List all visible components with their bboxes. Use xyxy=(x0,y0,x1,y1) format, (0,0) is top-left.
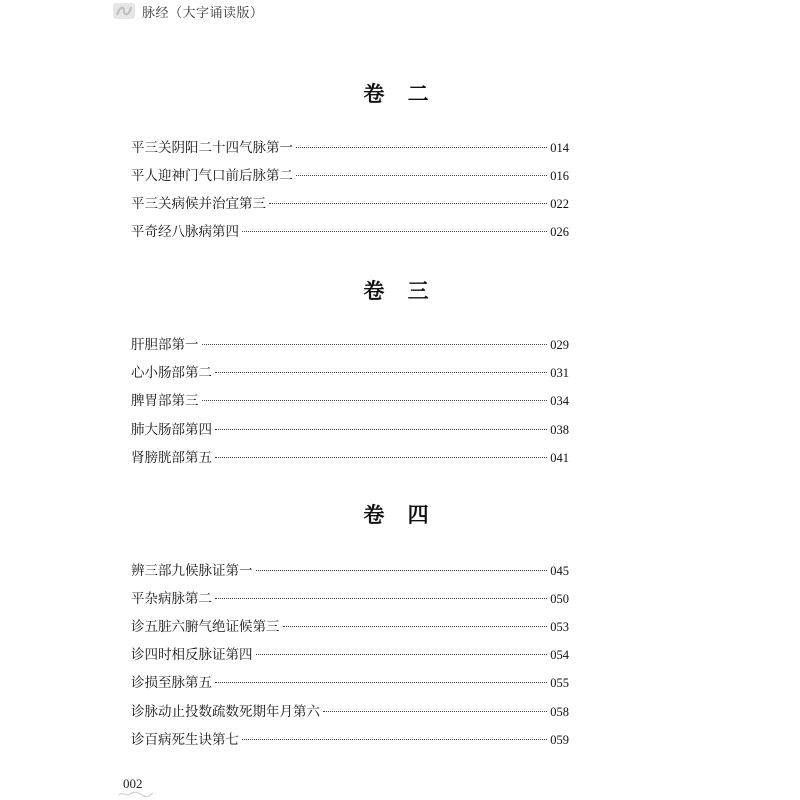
dot-leader xyxy=(269,202,547,204)
toc-entry[interactable] xyxy=(131,671,569,691)
toc-entry[interactable] xyxy=(131,418,569,438)
toc-entry[interactable] xyxy=(131,615,569,635)
toc-entry-title: 肾膀胱部第五 xyxy=(131,450,212,466)
dot-leader xyxy=(296,146,547,148)
toc-entry[interactable] xyxy=(131,446,569,466)
toc-entry[interactable] xyxy=(131,700,569,720)
volume-title: 卷 二 xyxy=(363,81,437,106)
toc-page-number: 034 xyxy=(550,394,569,408)
toc-entry-title: 脾胃部第三 xyxy=(131,393,199,409)
dot-leader xyxy=(215,456,547,458)
toc-page-number: 055 xyxy=(550,676,569,690)
dot-leader xyxy=(256,653,548,655)
toc-entry[interactable] xyxy=(131,361,569,381)
toc-entry-title: 平人迎神门气口前后脉第二 xyxy=(131,168,293,184)
volume-title: 卷 三 xyxy=(363,278,437,303)
toc-entry-title: 诊百病死生诀第七 xyxy=(131,732,239,748)
toc-entry-title: 辨三部九候脉证第一 xyxy=(131,563,253,579)
dot-leader xyxy=(215,597,547,599)
book-logo-icon xyxy=(112,2,136,20)
toc-entry[interactable] xyxy=(131,559,569,579)
toc-entry[interactable] xyxy=(131,164,569,184)
toc-page-number: 045 xyxy=(550,564,569,578)
toc-entry-title: 诊五脏六腑气绝证候第三 xyxy=(131,619,280,635)
toc-page-number: 029 xyxy=(550,338,569,352)
running-title: 脉经（大字诵读版） xyxy=(142,5,264,21)
toc-page-number: 059 xyxy=(550,733,569,747)
toc-entry-title: 平奇经八脉病第四 xyxy=(131,224,239,240)
toc-entry[interactable] xyxy=(131,587,569,607)
dot-leader xyxy=(215,681,547,683)
toc-entry-title: 平三关阴阳二十四气脉第一 xyxy=(131,140,293,156)
toc-entry-title: 诊脉动止投数疏数死期年月第六 xyxy=(131,704,320,720)
volume-title: 卷 四 xyxy=(363,502,437,527)
page-folio: 002 xyxy=(123,776,143,791)
toc-page-number: 053 xyxy=(550,620,569,634)
toc-page-number: 058 xyxy=(550,705,569,719)
folio-ornament-icon xyxy=(118,790,154,798)
dot-leader xyxy=(296,174,547,176)
dot-leader xyxy=(202,399,548,401)
toc-entry-title: 平杂病脉第二 xyxy=(131,591,212,607)
toc-entry-title: 诊损至脉第五 xyxy=(131,675,212,691)
toc-entry[interactable] xyxy=(131,333,569,353)
toc-page-number: 022 xyxy=(550,197,569,211)
dot-leader xyxy=(323,710,547,712)
toc-page-number: 014 xyxy=(550,141,569,155)
toc-page-number: 026 xyxy=(550,225,569,239)
dot-leader xyxy=(283,625,548,627)
toc-entry-title: 肺大肠部第四 xyxy=(131,422,212,438)
toc-entry[interactable] xyxy=(131,389,569,409)
dot-leader xyxy=(215,428,547,430)
toc-entry-title: 肝胆部第一 xyxy=(131,337,199,353)
toc-page-number: 016 xyxy=(550,169,569,183)
dot-leader xyxy=(256,569,548,571)
dot-leader xyxy=(242,738,547,740)
dot-leader xyxy=(242,230,547,232)
toc-page-number: 041 xyxy=(550,451,569,465)
toc-entry-title: 平三关病候并治宜第三 xyxy=(131,196,266,212)
toc-entry[interactable] xyxy=(131,643,569,663)
toc-page-number: 054 xyxy=(550,648,569,662)
running-head xyxy=(112,0,264,22)
toc-entry[interactable] xyxy=(131,728,569,748)
toc-entry[interactable] xyxy=(131,192,569,212)
toc-page-number: 050 xyxy=(550,592,569,606)
dot-leader xyxy=(202,343,548,345)
dot-leader xyxy=(215,371,547,373)
toc-page-number: 038 xyxy=(550,423,569,437)
toc-entry[interactable] xyxy=(131,136,569,156)
toc-page-number: 031 xyxy=(550,366,569,380)
toc-entry-title: 诊四时相反脉证第四 xyxy=(131,647,253,663)
toc-entry[interactable] xyxy=(131,220,569,240)
toc-entry-title: 心小肠部第二 xyxy=(131,365,212,381)
